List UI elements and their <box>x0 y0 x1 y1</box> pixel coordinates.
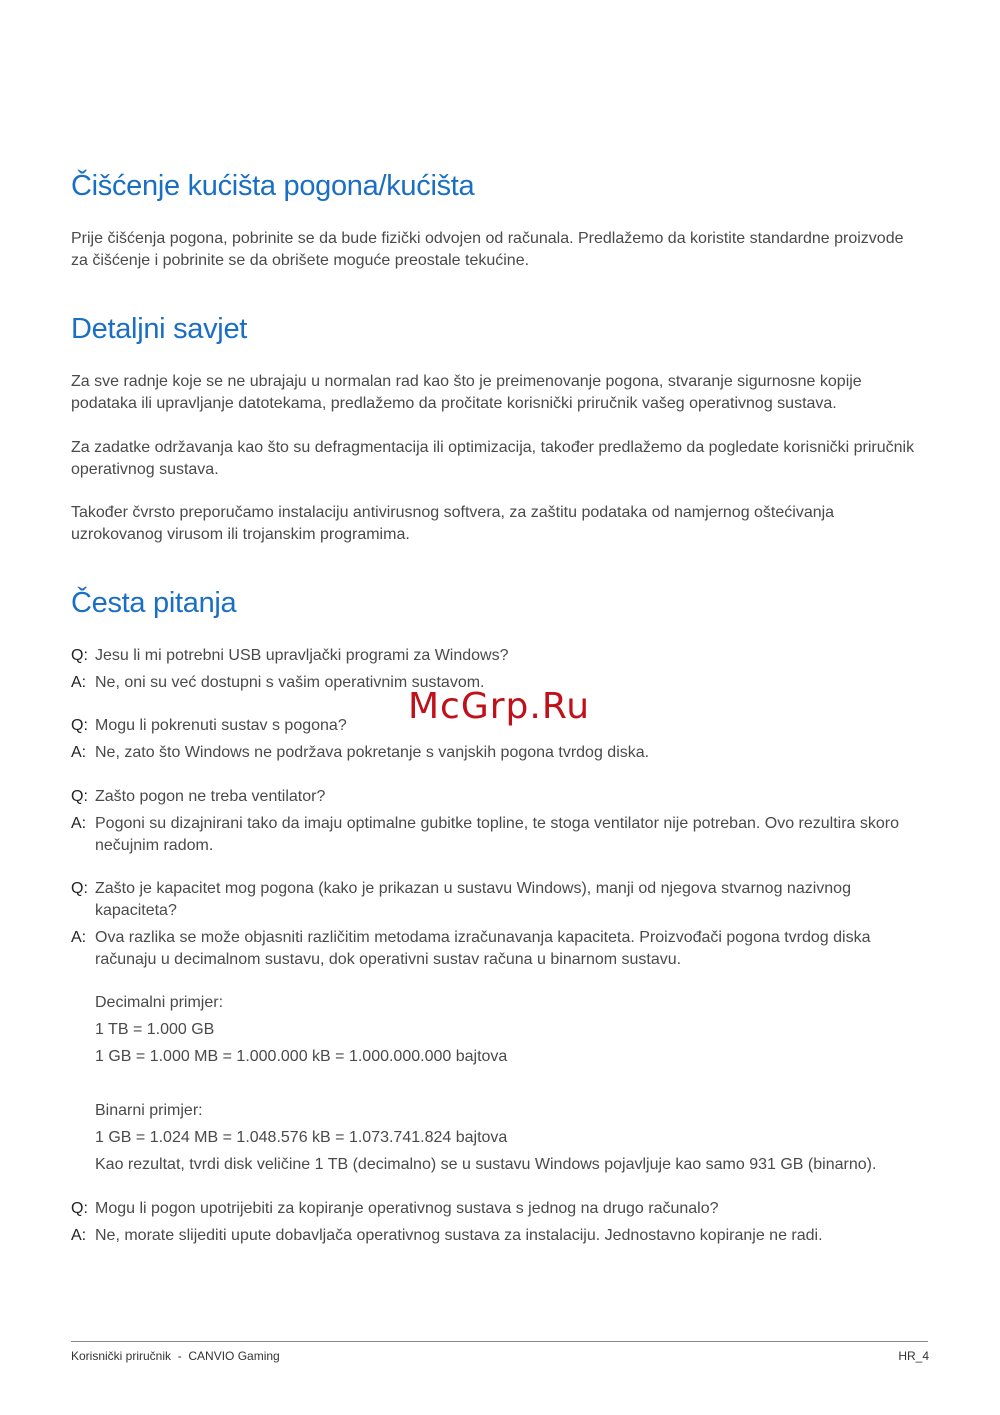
footer-manual-title: Korisnički priručnik - CANVIO Gaming <box>71 1349 280 1363</box>
question-text: Mogu li pokrenuti sustav s pogona? <box>95 717 347 734</box>
question-text: Zašto je kapacitet mog pogona (kako je prikazan u sustavu Windows), manji od njegova stvarnog nazivnog kapaciteta? <box>95 880 851 919</box>
answer-text: Ova razlika se može objasniti različitim metodama izračunavanja kapaciteta. Proizvođači pogona tvrdog diska računaju u decimalnom sustavu, dok operativni sustav računa u binarnom sustavu. <box>95 929 871 968</box>
answer-text: Ne, oni su već dostupni s vašim operativnim sustavom. <box>95 674 485 691</box>
decimal-example-line-2: 1 GB = 1.000 MB = 1.000.000 kB = 1.000.000.000 bajtova <box>95 1048 508 1065</box>
faq-question-5 <box>71 1198 931 1220</box>
decimal-example-line-1: 1 TB = 1.000 GB <box>95 1021 215 1038</box>
answer-text: Pogoni su dizajnirani tako da imaju optimalne gubitke topline, te stoga ventilator nije potreban. Ovo rezultira skoro nečujnim radom. <box>95 815 900 854</box>
q-label: Q: <box>71 717 88 734</box>
watermark-text: McGrp.Ru <box>408 686 591 727</box>
answer-text: Ne, zato što Windows ne podržava pokretanje s vanjskih pogona tvrdog diska. <box>95 744 650 761</box>
q-label: Q: <box>71 1200 88 1217</box>
advice-paragraph-2: Za zadatke održavanja kao što su defragmentacija ili optimizacija, također predlažemo da pogledate korisnički priručnik operativnog sustava. <box>71 439 915 478</box>
faq-answer-2 <box>71 742 931 764</box>
q-label: Q: <box>71 647 88 664</box>
a-label: A: <box>71 929 87 946</box>
question-text: Mogu li pogon upotrijebiti za kopiranje operativnog sustava s jednog na drugo računalo? <box>95 1200 719 1217</box>
faq-question-3 <box>71 786 931 808</box>
faq-answer-3 <box>71 813 931 857</box>
heading-faq: Česta pitanja <box>71 587 237 619</box>
faq-question-1 <box>71 645 931 667</box>
advice-paragraph-1: Za sve radnje koje se ne ubrajaju u normalan rad kao što je preimenovanje pogona, stvaranje sigurnosne kopije podataka ili upravljanje datotekama, predlažemo da pročitate korisnički priručnik vašeg operativnog sustava. <box>71 373 862 412</box>
heading-cleaning: Čišćenje kućišta pogona/kućišta <box>71 170 475 202</box>
cleaning-text: Prije čišćenja pogona, pobrinite se da bude fizički odvojen od računala. Predlažemo da koristite standardne proizvode za čišćenje i pobrinite se da obrišete moguće preostale tekućine. <box>71 230 904 269</box>
heading-advice: Detaljni savjet <box>71 313 248 345</box>
advice-paragraph-3: Također čvrsto preporučamo instalaciju antivirusnog softvera, za zaštitu podataka od namjernog oštećivanja uzrokovanog virusom ili trojanskim programima. <box>71 504 835 543</box>
question-text: Jesu li mi potrebni USB upravljački programi za Windows? <box>95 647 509 664</box>
a-label: A: <box>71 815 87 832</box>
binary-example-title: Binarni primjer: <box>95 1102 203 1119</box>
answer-text: Ne, morate slijediti upute dobavljača operativnog sustava za instalaciju. Jednostavno kopiranje ne radi. <box>95 1227 823 1244</box>
faq-answer-5 <box>71 1225 931 1247</box>
a-label: A: <box>71 744 87 761</box>
faq-question-4 <box>71 878 931 922</box>
a-label: A: <box>71 1227 87 1244</box>
footer-divider <box>71 1341 928 1342</box>
question-text: Zašto pogon ne treba ventilator? <box>95 788 326 805</box>
faq-answer-4 <box>71 927 931 971</box>
decimal-example-title: Decimalni primjer: <box>95 994 224 1011</box>
a-label: A: <box>71 674 87 691</box>
q-label: Q: <box>71 880 88 897</box>
binary-example-line-1: 1 GB = 1.024 MB = 1.048.576 kB = 1.073.741.824 bajtova <box>95 1129 508 1146</box>
binary-example-line-2: Kao rezultat, tvrdi disk veličine 1 TB (decimalno) se u sustavu Windows pojavljuje kao samo 931 GB (binarno). <box>95 1156 877 1173</box>
footer-page-number: HR_4 <box>898 1349 929 1363</box>
q-label: Q: <box>71 788 88 805</box>
